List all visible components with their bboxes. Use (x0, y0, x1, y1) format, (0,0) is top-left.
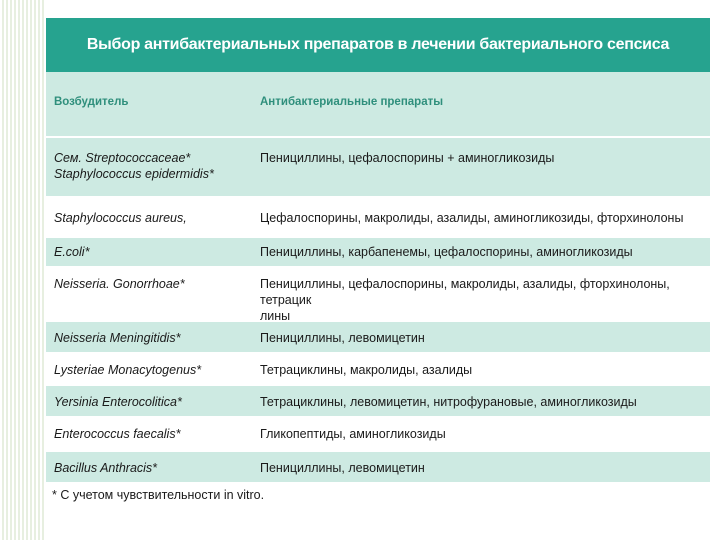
pathogen-cell: Bacillus Anthracis* (54, 461, 158, 475)
table-row (46, 138, 710, 198)
drugs-cell: Тетрациклины, макролиды, азалиды (260, 363, 473, 377)
table-row (46, 268, 710, 322)
pathogen-line: Сем. Streptococcaceae* (54, 151, 191, 165)
pathogen-line: Staphylococcus epidermidis* (54, 167, 214, 181)
pathogen-cell: E.coli* (54, 245, 90, 259)
drugs-cell (254, 276, 710, 324)
table-row (46, 322, 710, 354)
table-row (46, 452, 710, 484)
drugs-line: Пенициллины, цефалоспорины, макролиды, азалиды, фторхинолоны, тетрацик (260, 277, 670, 307)
pathogen-cell (46, 150, 254, 182)
decorative-stripes (0, 0, 44, 540)
pathogen-cell: Yersinia Enterocolitica* (54, 395, 182, 409)
table-title-bar (46, 18, 710, 72)
pathogen-cell: Staphylococcus aureus, (54, 211, 187, 225)
drugs-cell: Гликопептиды, аминогликозиды (260, 427, 446, 441)
drugs-cell: Пенициллины, левомицетин (260, 461, 425, 475)
drugs-cell: Пенициллины, цефалоспорины + аминогликозиды (260, 151, 555, 165)
drugs-cell: Пенициллины, левомицетин (260, 331, 425, 345)
drugs-line: лины (260, 309, 291, 323)
table-row (46, 354, 710, 386)
pathogen-cell: Lysteriae Monacytogenus* (54, 363, 202, 377)
table-row (46, 238, 710, 268)
footnote: * С учетом чувствительности in vitro. (52, 488, 265, 502)
table-row (46, 198, 710, 238)
pathogen-cell: Neisseria. Gonorrhoae* (54, 277, 185, 291)
table-header-row (46, 72, 710, 138)
header-pathogen: Возбудитель (54, 96, 129, 108)
pathogen-cell: Enterococcus faecalis* (54, 427, 181, 441)
drugs-cell: Тетрациклины, левомицетин, нитрофурановые, аминогликозиды (260, 395, 637, 409)
antibiotics-table (46, 72, 710, 484)
table-title: Выбор антибактериальных препаратов в лечении бактериального сепсиса (86, 36, 670, 53)
header-drugs: Антибактериальные препараты (260, 96, 444, 108)
table-row (46, 418, 710, 452)
drugs-cell: Пенициллины, карбапенемы, цефалоспорины, аминогликозиды (260, 245, 633, 259)
drugs-cell: Цефалоспорины, макролиды, азалиды, аминогликозиды, фторхинолоны (260, 211, 684, 225)
table-row (46, 386, 710, 418)
pathogen-cell: Neisseria Meningitidis* (54, 331, 181, 345)
